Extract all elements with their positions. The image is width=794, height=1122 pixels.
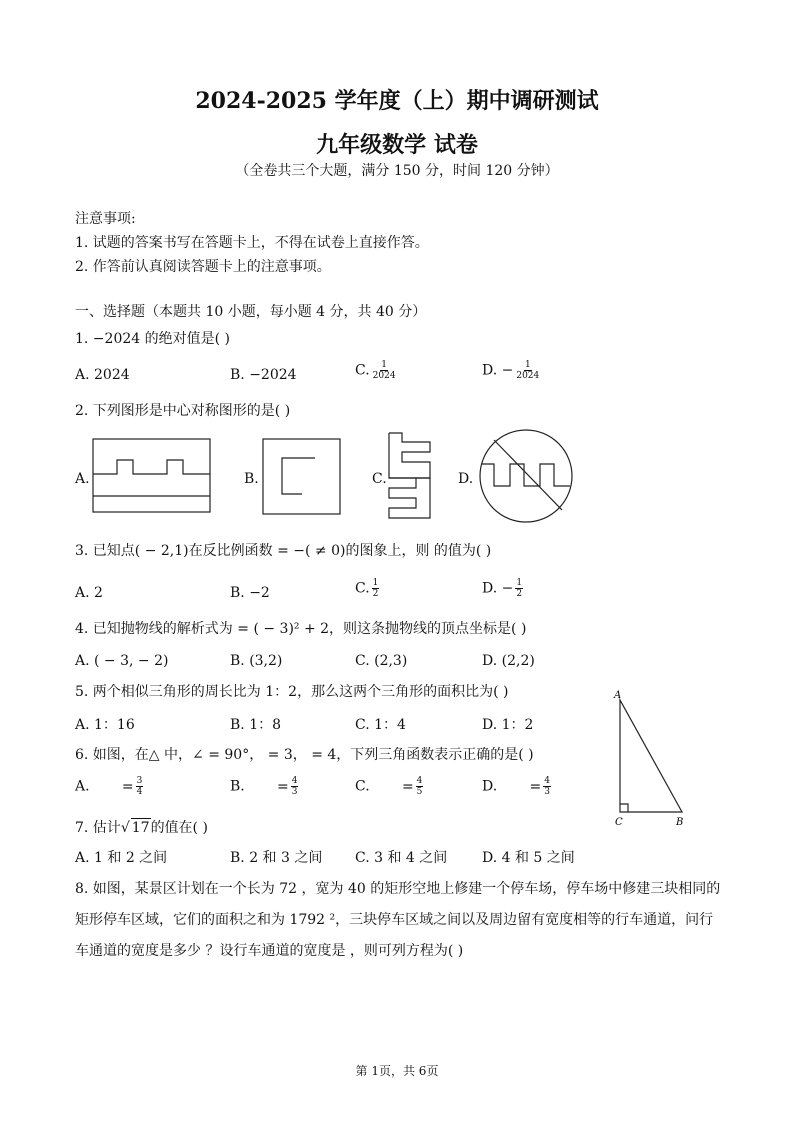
question-6-option-c — [355, 776, 423, 797]
fraction-num: 3 — [136, 776, 143, 786]
question-1-option-a: A. 2024 — [75, 367, 130, 383]
fraction-den: 2 — [372, 589, 379, 599]
fraction — [372, 360, 397, 381]
triangle-figure — [610, 690, 690, 830]
figure-2d — [476, 428, 576, 524]
exam-info: （全卷共三个大题，满分 150 分，时间 120 分钟） — [235, 163, 559, 179]
equals: = — [277, 778, 289, 795]
figure-2c — [388, 432, 432, 520]
fraction — [515, 578, 523, 599]
fraction — [291, 776, 299, 797]
question-2-stem: 2. 下列图形是中心对称图形的是( ) — [75, 403, 291, 419]
stem-text: 7. 估计 — [75, 820, 121, 836]
question-2-option-c: C. — [372, 471, 387, 487]
vertex-label-b: B — [676, 817, 684, 828]
option-label: C. — [355, 580, 370, 597]
question-7-option-b: B. 2 和 3 之间 — [230, 850, 323, 866]
question-4-stem: 4. 已知抛物线的解析式为 = ( − 3)² + 2，则这条抛物线的顶点坐标是( ) — [75, 621, 527, 637]
page-subtitle: 九年级数学 试卷 — [316, 132, 478, 158]
vertex-label-a: A — [614, 690, 622, 701]
fraction-num: 1 — [372, 578, 379, 588]
question-1-stem: 1. −2024 的绝对值是( ) — [75, 331, 230, 347]
fraction-den: 4 — [136, 787, 143, 797]
page-number: 第 1页，共 6页 — [355, 1064, 439, 1078]
question-4-option-c: C. (2,3) — [355, 653, 408, 669]
fraction-den: 2024 — [516, 371, 540, 381]
question-3-option-a: A. 2 — [75, 585, 103, 601]
question-2-option-d: D. — [458, 471, 474, 487]
question-2-option-a: A. — [75, 471, 90, 487]
fraction — [515, 360, 540, 381]
option-label: D. − — [482, 580, 514, 597]
option-label: D. — [482, 778, 498, 795]
option-label: B. — [230, 778, 245, 795]
notice-item-2: 2. 作答前认真阅读答题卡上的注意事项。 — [75, 259, 331, 275]
question-3-option-b: B. −2 — [230, 585, 270, 601]
question-6-option-a — [75, 776, 143, 797]
notice-item-1: 1. 试题的答案书写在答题卡上，不得在试卷上直接作答。 — [75, 235, 429, 251]
question-5-stem: 5. 两个相似三角形的周长比为 1：2，那么这两个三角形的面积比为( ) — [75, 684, 509, 700]
figure-2b — [262, 438, 342, 516]
question-7-stem — [75, 818, 208, 837]
question-7-option-a: A. 1 和 2 之间 — [75, 850, 168, 866]
radicand: 17 — [131, 820, 150, 836]
question-8-line-3: 车通道的宽度是多少 ？设行车通道的宽度是 ，则可列方程为( ) — [75, 943, 464, 959]
fraction-den: 2 — [516, 589, 523, 599]
fraction-den: 3 — [291, 787, 298, 797]
question-4-option-d: D. (2,2) — [482, 653, 535, 669]
question-6-stem: 6. 如图，在△ 中，∠ = 90°， = 3， = 4，下列三角函数表示正确的是( ) — [75, 747, 534, 763]
question-1-option-d — [482, 360, 540, 381]
fraction-den: 5 — [416, 787, 423, 797]
equals: = — [529, 778, 542, 795]
section-heading: 一、选择题（本题共 10 小题，每小题 4 分，共 40 分） — [75, 304, 427, 320]
fraction — [543, 776, 551, 797]
fraction-num: 1 — [516, 578, 523, 588]
stem-text: 的值在( ) — [150, 820, 208, 836]
fraction-num: 4 — [416, 776, 423, 786]
page-title: 2024-2025 学年度（上）期中调研测试 — [195, 88, 599, 114]
question-6-option-b — [230, 776, 298, 797]
fraction — [416, 776, 424, 797]
question-5-option-d: D. 1：2 — [482, 717, 534, 733]
question-4-option-b: B. (3,2) — [230, 653, 283, 669]
figure-2a — [92, 438, 212, 514]
fraction-num: 4 — [544, 776, 550, 786]
question-7-option-c: C. 3 和 4 之间 — [355, 850, 448, 866]
question-5-option-a: A. 1：16 — [75, 717, 135, 733]
fraction — [136, 776, 144, 797]
fraction-den: 2024 — [372, 371, 396, 381]
question-1-option-c — [355, 360, 397, 381]
fraction-den: 3 — [544, 787, 550, 797]
question-8-line-1: 8. 如图，某景区计划在一个长为 72 ，宽为 40 的矩形空地上修建一个停车场，停车场中修建三块相同的 — [75, 881, 721, 897]
question-5-option-b: B. 1：8 — [230, 717, 282, 733]
question-4-option-a: A. ( − 3, − 2) — [75, 653, 169, 669]
equals: = — [401, 778, 414, 795]
fraction — [372, 578, 380, 599]
vertex-label-c: C — [615, 817, 623, 828]
question-1-option-b: B. −2024 — [230, 367, 297, 383]
equals: = — [121, 778, 134, 795]
question-3-option-d — [482, 578, 523, 599]
question-6-option-d — [482, 776, 551, 797]
fraction-num: 1 — [524, 360, 531, 370]
option-label: C. — [355, 362, 370, 379]
option-label: A. — [75, 778, 90, 795]
question-3-stem: 3. 已知点( − 2,1)在反比例函数 = −( ≠ 0)的图象上，则 的值为( ) — [75, 543, 492, 559]
question-7-option-d: D. 4 和 5 之间 — [482, 850, 575, 866]
option-label: C. — [355, 778, 370, 795]
notice-heading: 注意事项: — [75, 211, 136, 227]
option-label: D. − — [482, 362, 514, 379]
radical-sign: √ — [120, 820, 130, 836]
question-5-option-c: C. 1：4 — [355, 717, 406, 733]
question-8-line-2: 矩形停车区域，它们的面积之和为 1792 ²，三块停车区域之间以及周边留有宽度相等的行车通道，问行 — [75, 912, 714, 928]
question-3-option-c — [355, 578, 379, 599]
question-2-option-b: B. — [244, 471, 259, 487]
fraction-num: 4 — [291, 776, 298, 786]
fraction-num: 1 — [381, 360, 387, 370]
